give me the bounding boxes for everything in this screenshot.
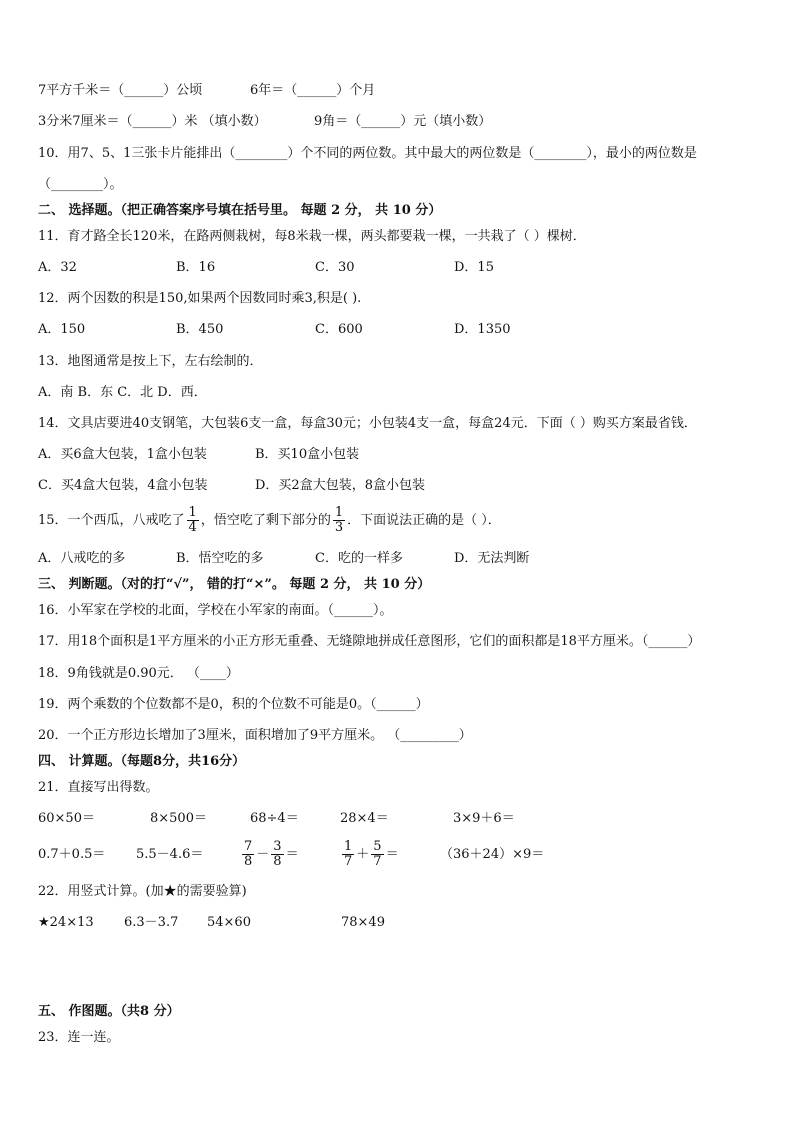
- question-11: 11．育才路全长120米，在路两侧栽树，每8米栽一棵，两头都要栽一棵，一共栽了（ ）棵树．: [38, 229, 586, 244]
- q12-option-b: B．450: [176, 322, 224, 337]
- calc-8: [240, 838, 299, 872]
- star-icon: ★: [38, 915, 50, 930]
- fill-line-months: 6年＝（______）个月: [250, 83, 376, 98]
- calc-8-fraction-2: [271, 840, 283, 869]
- q11-option-d: D．15: [454, 260, 494, 275]
- question-23: 23．连一连。: [38, 1030, 120, 1045]
- calc-5: 3×9＋6＝: [453, 811, 515, 826]
- fraction-numerator: 5: [373, 839, 382, 854]
- question-15: [38, 506, 501, 536]
- fraction-numerator: 1: [334, 505, 344, 520]
- equals-sign: ＝: [385, 847, 399, 862]
- q15-option-c: C．吃的一样多: [315, 551, 403, 566]
- q14-option-a: A．买6盒大包装，1盒小包装: [38, 447, 207, 462]
- fraction-denominator: 8: [273, 854, 282, 869]
- question-10-cont: （________）。: [38, 177, 123, 192]
- fraction-denominator: 7: [344, 854, 353, 869]
- q15-option-d: D．无法判断: [454, 551, 530, 566]
- calc-10: （36＋24）×9＝: [440, 847, 545, 862]
- fraction-numerator: 1: [188, 505, 197, 520]
- question-21: 21．直接写出得数。: [38, 780, 159, 795]
- fill-line-money: 9角＝（______）元（填小数）: [314, 114, 492, 129]
- q14-option-c: C．买4盒大包装，4盒小包装: [38, 478, 208, 493]
- q14-option-d: D．买2盒大包装，8盒小包装: [255, 478, 425, 493]
- question-16: 16．小军家在学校的北面，学校在小军家的南面。（______）。: [38, 603, 393, 618]
- fraction-numerator: 3: [273, 839, 282, 854]
- vertical-calc-4: 78×49: [341, 915, 385, 930]
- fraction-denominator: 8: [244, 854, 253, 869]
- q14-option-b: B．买10盒小包装: [255, 447, 360, 462]
- section-2-heading: 二、 选择题。（把正确答案序号填在括号里。 每题 2 分， 共 10 分）: [38, 203, 442, 218]
- q15-text-1: 15．一个西瓜，八戒吃了: [38, 513, 185, 528]
- q15-option-a: A．八戒吃的多: [38, 551, 126, 566]
- vertical-calc-2: 6.3－3.7: [124, 915, 179, 930]
- section-4-heading: 四、 计算题。（每题8分，共16分）: [38, 754, 246, 769]
- calc-1: 60×50＝: [38, 811, 95, 826]
- question-17: 17．用18个面积是1平方厘米的小正方形无重叠、无缝隙地拼成任意图形，它们的面积都是18平方厘米。（______）: [38, 634, 701, 649]
- section-3-heading: 三、 判断题。（对的打“√”， 错的打“×”。 每题 2 分， 共 10 分）: [38, 577, 431, 592]
- question-22: 22．用竖式计算。(加★的需要验算): [38, 884, 247, 899]
- q15-option-b: B．悟空吃的多: [176, 551, 264, 566]
- q15-text-3: ．下面说法正确的是（ ）．: [347, 513, 501, 528]
- fraction-denominator: 7: [373, 854, 382, 869]
- question-10: 10．用7、5、1三张卡片能排出（________）个不同的两位数。其中最大的两位数是（________），最小的两位数是: [38, 146, 697, 161]
- fill-line-area: 7平方千米＝（______）公顷: [38, 83, 203, 98]
- vertical-calc-1-text: 24×13: [49, 915, 94, 930]
- question-12: 12．两个因数的积是150,如果两个因数同时乘3,积是( ).: [38, 291, 362, 306]
- calc-8-fraction-1: [242, 840, 254, 869]
- fraction-denominator: 3: [334, 520, 344, 535]
- minus-sign: －: [256, 847, 270, 862]
- q15-text-2: ，悟空吃了剩下部分的: [200, 513, 331, 528]
- calc-9-fraction-2: [371, 840, 383, 869]
- equals-sign: ＝: [285, 847, 299, 862]
- question-13: 13．地图通常是按上下，左右绘制的．: [38, 354, 263, 369]
- q12-option-d: D．1350: [454, 322, 511, 337]
- q11-option-c: C．30: [315, 260, 355, 275]
- fraction-denominator: 4: [188, 520, 197, 535]
- calc-6: 0.7＋0.5＝: [38, 847, 106, 862]
- question-20: 20．一个正方形边长增加了3厘米，面积增加了9平方厘米。 （_________）: [38, 728, 472, 743]
- vertical-calc-1: [38, 914, 94, 932]
- calc-2: 8×500＝: [150, 811, 207, 826]
- q15-fraction-2: [333, 506, 345, 535]
- q12-option-a: A．150: [38, 322, 86, 337]
- calc-9-fraction-1: [342, 840, 354, 869]
- fraction-numerator: 1: [344, 839, 353, 854]
- calc-9: [340, 838, 399, 872]
- vertical-calc-3: 54×60: [207, 915, 251, 930]
- question-19: 19．两个乘数的个位数都不是0，积的个位数不可能是0。（______）: [38, 697, 429, 712]
- fraction-numerator: 7: [244, 839, 253, 854]
- calc-7: 5.5－4.6＝: [136, 847, 204, 862]
- question-18: 18．9角钱就是0.90元． （____）: [38, 666, 239, 681]
- calc-4: 28×4＝: [340, 811, 389, 826]
- plus-sign: ＋: [356, 847, 370, 862]
- calc-3: 68÷4＝: [250, 811, 299, 826]
- section-5-heading: 五、 作图题。（共8 分）: [38, 1004, 180, 1019]
- q13-options: A．南 B．东 C．北 D．西．: [38, 385, 207, 400]
- q11-option-b: B．16: [176, 260, 216, 275]
- fill-line-length: 3分米7厘米＝（______）米 （填小数）: [38, 114, 267, 129]
- q15-fraction-1: [187, 506, 199, 535]
- question-14: 14．文具店要进40支钢笔，大包装6支一盒，每盒30元；小包装4支一盒，每盒24元．下面（ ）购买方案最省钱．: [38, 416, 697, 431]
- q11-option-a: A．32: [38, 260, 77, 275]
- q12-option-c: C．600: [315, 322, 363, 337]
